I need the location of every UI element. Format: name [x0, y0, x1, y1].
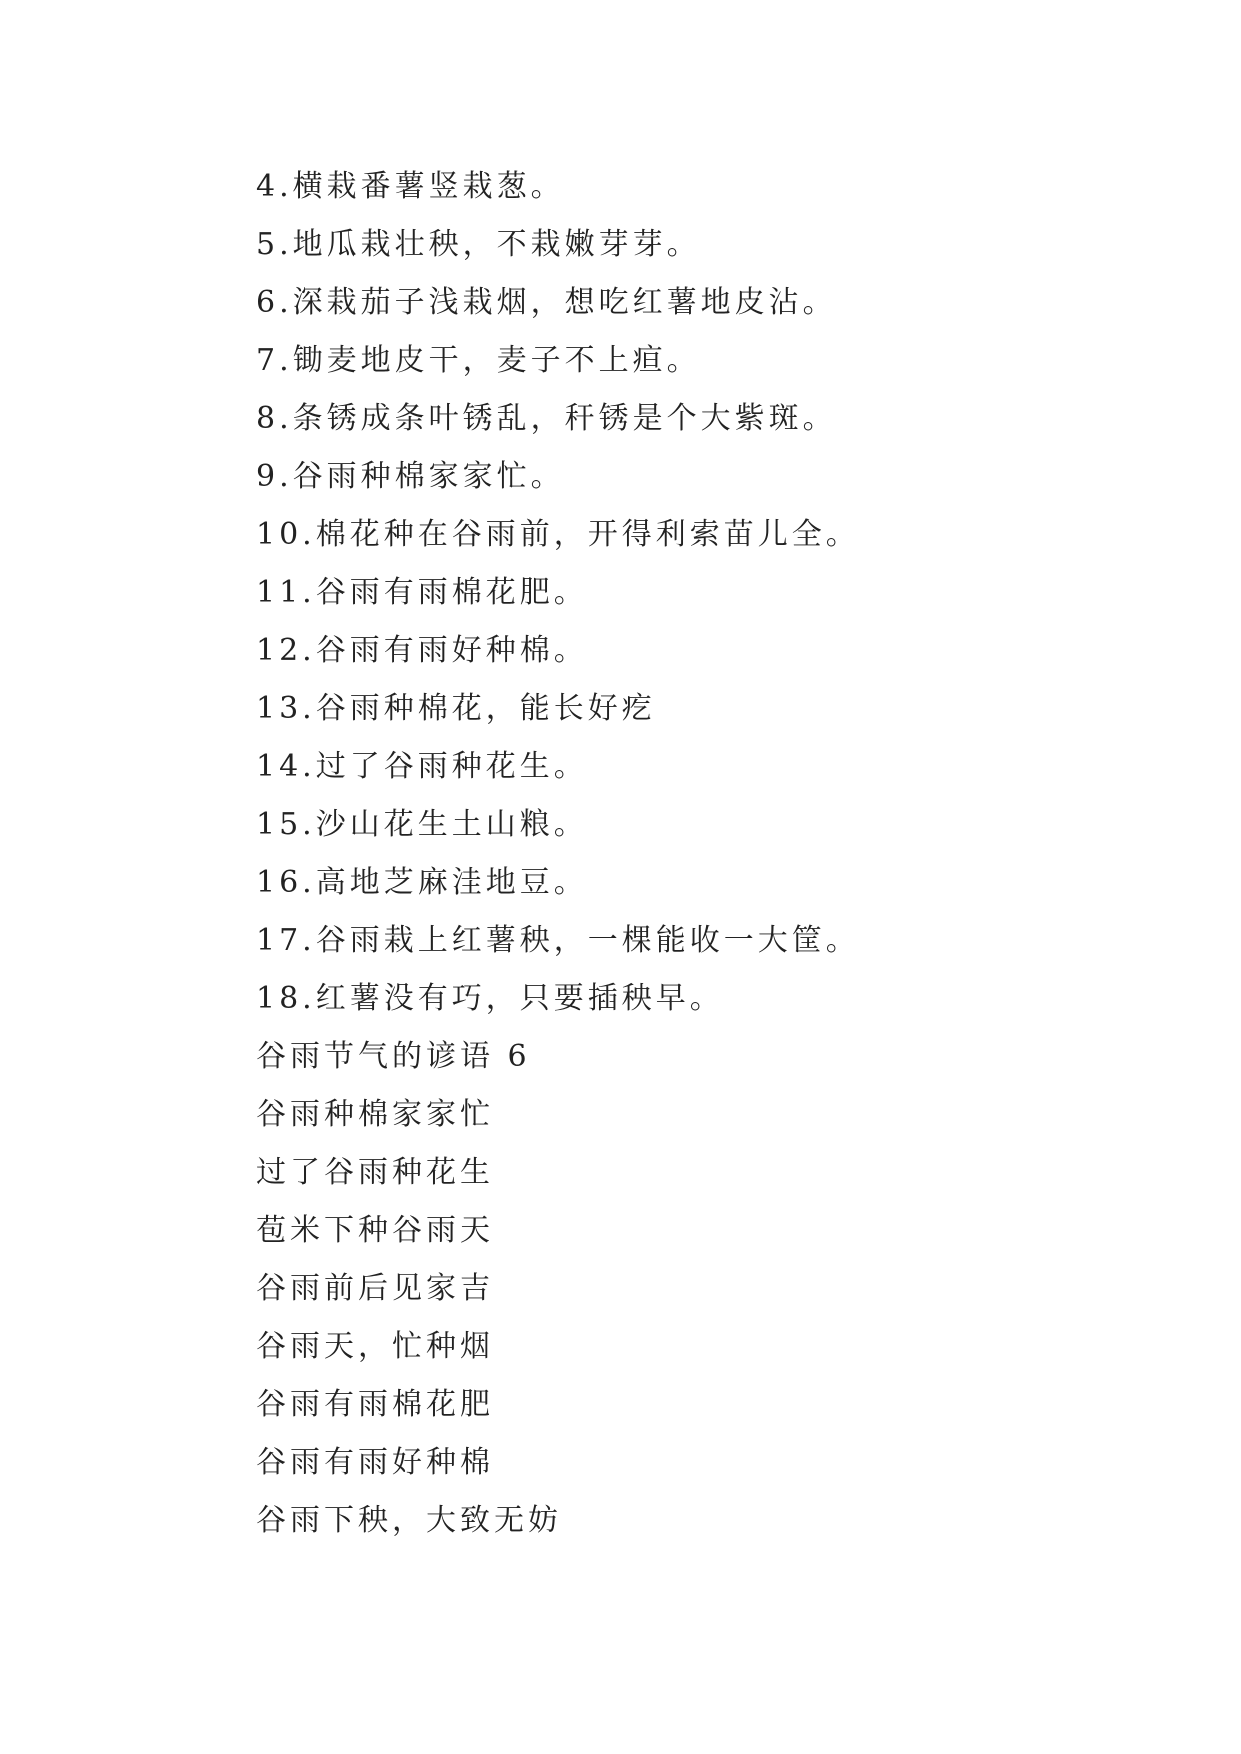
text-line: 4.横栽番薯竖栽葱。	[256, 169, 565, 204]
text-line: 9.谷雨种棉家家忙。	[256, 459, 565, 494]
text-line: 谷雨有雨棉花肥	[256, 1387, 494, 1422]
document-body	[256, 158, 1156, 1550]
text-line: 5.地瓜栽壮秧，不栽嫩芽芽。	[256, 227, 701, 262]
text-line: 谷雨天，忙种烟	[256, 1329, 494, 1364]
text-line: 10.棉花种在谷雨前，开得利索苗儿全。	[256, 517, 860, 552]
text-line: 过了谷雨种花生	[256, 1155, 494, 1190]
text-line: 14.过了谷雨种花生。	[256, 749, 588, 784]
text-line: 6.深栽茄子浅栽烟，想吃红薯地皮沾。	[256, 285, 837, 320]
text-line: 谷雨前后见家吉	[256, 1271, 494, 1306]
text-line: 7.锄麦地皮干，麦子不上疸。	[256, 343, 701, 378]
text-line: 17.谷雨栽上红薯秧，一棵能收一大筐。	[256, 923, 860, 958]
text-line: 谷雨有雨好种棉	[256, 1445, 494, 1480]
text-line: 12.谷雨有雨好种棉。	[256, 633, 588, 668]
text-line: 16.高地芝麻洼地豆。	[256, 865, 588, 900]
text-line: 11.谷雨有雨棉花肥。	[256, 575, 588, 610]
text-line: 13.谷雨种棉花，能长好疙	[256, 691, 656, 726]
text-line: 谷雨种棉家家忙	[256, 1097, 494, 1132]
text-line: 8.条锈成条叶锈乱，秆锈是个大紫斑。	[256, 401, 837, 436]
text-line: 18.红薯没有巧，只要插秧早。	[256, 981, 724, 1016]
text-line: 15.沙山花生土山粮。	[256, 807, 588, 842]
section-heading: 谷雨节气的谚语 6	[256, 1039, 531, 1074]
text-line: 苞米下种谷雨天	[256, 1213, 494, 1248]
text-line: 谷雨下秧，大致无妨	[256, 1503, 562, 1538]
